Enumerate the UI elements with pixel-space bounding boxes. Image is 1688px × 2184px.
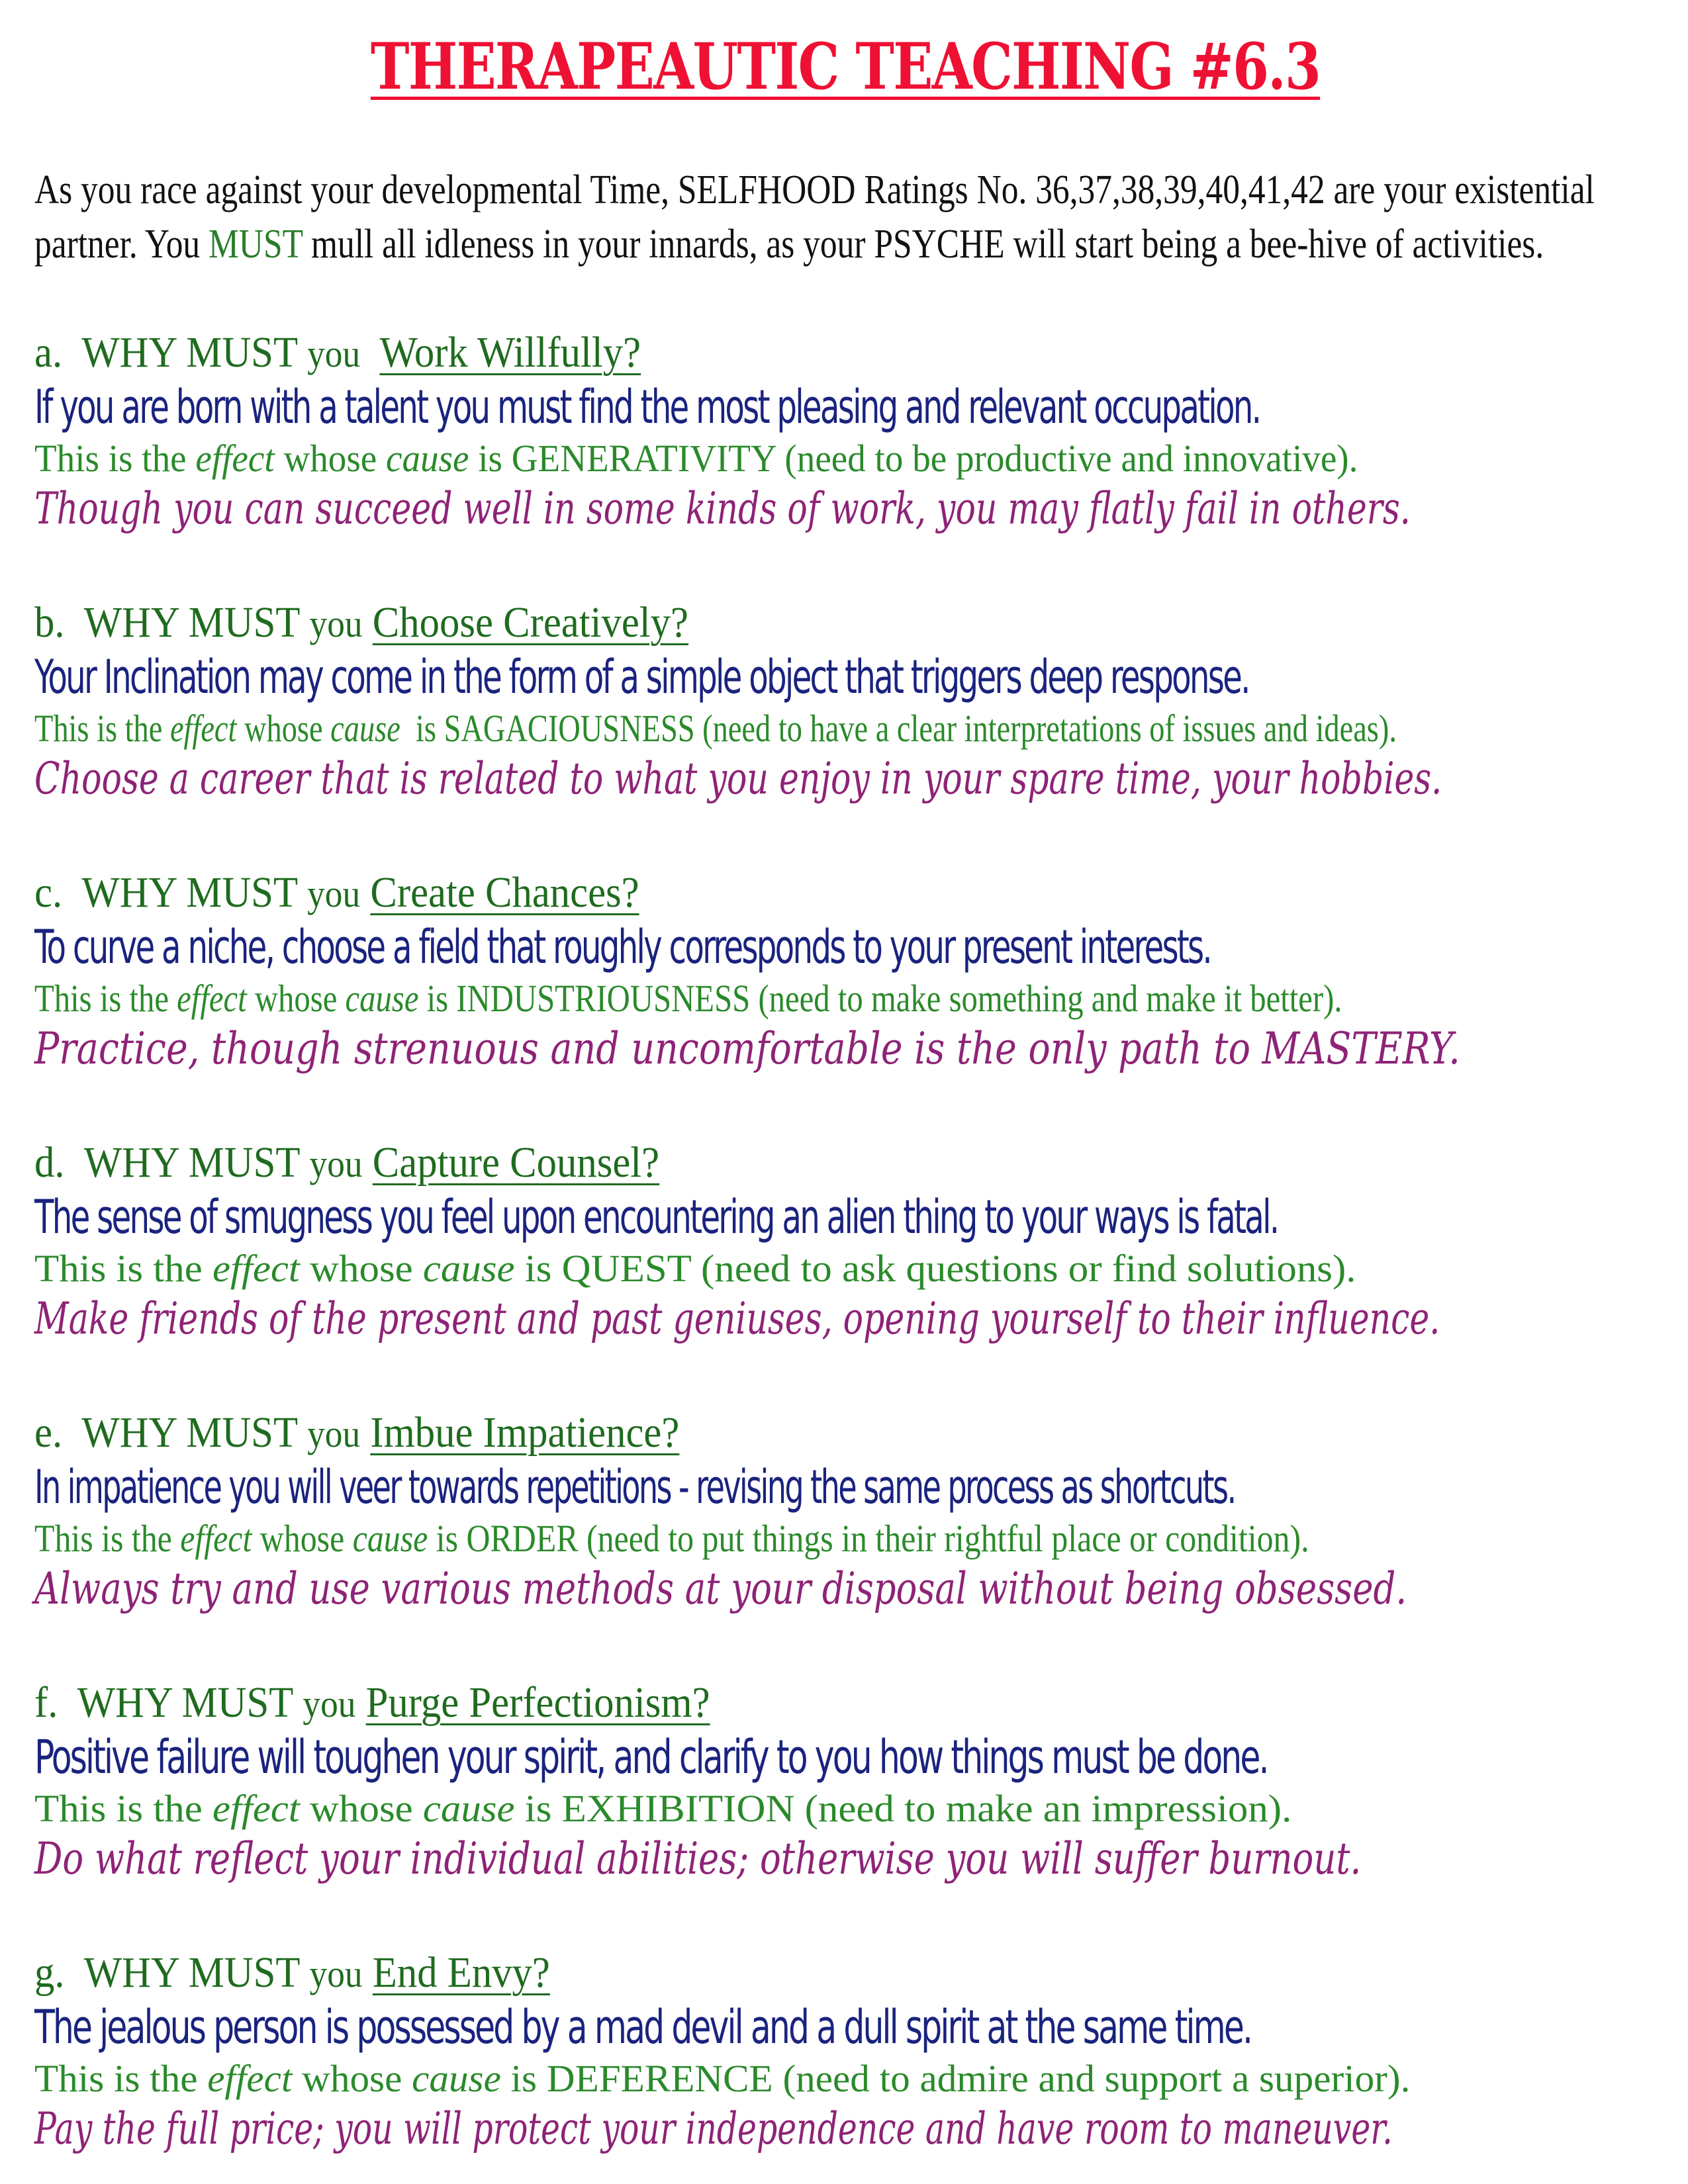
whose-word: whose bbox=[310, 1787, 413, 1830]
section-topic: Work Willfully? bbox=[379, 328, 641, 377]
effect-word: effect bbox=[195, 437, 275, 480]
section-e bbox=[34, 1408, 1656, 1616]
section-cause-line bbox=[34, 976, 1536, 1022]
page-title-text: THERAPEAUTIC TEACHING #6.3 bbox=[370, 29, 1321, 104]
you-label: you bbox=[309, 1142, 363, 1185]
you-label: you bbox=[309, 602, 363, 645]
section-letter: e. bbox=[34, 1408, 63, 1457]
effect-word: effect bbox=[177, 977, 247, 1020]
whose-word: whose bbox=[254, 977, 338, 1020]
effect-word: effect bbox=[180, 1517, 252, 1560]
section-topic: Choose Creatively? bbox=[372, 598, 688, 647]
section-advice: Pay the full price; you will protect your independence and have room to maneuver. bbox=[34, 2103, 1393, 2154]
section-advice: Make friends of the present and past geniuses, opening yourself to their influence. bbox=[34, 1293, 1440, 1344]
section-letter: g. bbox=[34, 1948, 65, 1997]
section-question bbox=[34, 868, 1688, 919]
section-question bbox=[34, 1138, 1688, 1189]
section-c bbox=[34, 868, 1656, 1076]
section-letter: d. bbox=[34, 1138, 65, 1187]
intro-text-part2: mull all idleness in your innards, as your PSYCHE will start being a bee-hive of activities. bbox=[303, 222, 1544, 267]
is-word: is bbox=[478, 437, 502, 480]
cause-word: cause bbox=[330, 707, 400, 750]
why-must-label: WHY MUST bbox=[83, 1948, 300, 1997]
section-advice: Though you can succeed well in some kinds of work, you may flatly fail in others. bbox=[34, 483, 1411, 534]
section-letter: f. bbox=[34, 1678, 58, 1727]
section-cause-line bbox=[34, 435, 1688, 482]
this-is-the-label: This is the bbox=[34, 1517, 172, 1560]
section-topic: Imbue Impatience? bbox=[370, 1408, 680, 1457]
section-advice: Practice, though strenuous and uncomfortable is the only path to MASTERY. bbox=[34, 1023, 1460, 1074]
this-is-the-label: This is the bbox=[34, 437, 187, 480]
why-must-label: WHY MUST bbox=[81, 1408, 297, 1457]
document-page bbox=[34, 24, 1656, 2154]
section-letter: a. bbox=[34, 328, 63, 377]
is-word: is bbox=[510, 2057, 538, 2100]
whose-word: whose bbox=[283, 437, 377, 480]
why-must-label: WHY MUST bbox=[81, 868, 297, 917]
section-topic: Create Chances? bbox=[370, 868, 639, 917]
section-f bbox=[34, 1678, 1656, 1886]
section-question bbox=[34, 1408, 1688, 1459]
is-word: is bbox=[524, 1247, 552, 1290]
section-question bbox=[34, 1948, 1688, 1999]
cause-name: SAGACIOUSNESS (need to have a clear interpretations of issues and ideas). bbox=[444, 707, 1397, 750]
you-label: you bbox=[307, 1412, 361, 1455]
page-title bbox=[181, 24, 1511, 110]
whose-word: whose bbox=[244, 707, 323, 750]
section-a bbox=[34, 328, 1656, 536]
section-g bbox=[34, 1948, 1656, 2156]
section-statement: In impatience you will veer towards repetitions - revising the same process as shortcuts. bbox=[34, 1460, 1235, 1514]
section-statement: Your Inclination may come in the form of a simple object that triggers deep response. bbox=[34, 650, 1249, 704]
why-must-label: WHY MUST bbox=[77, 1678, 293, 1727]
this-is-the-label: This is the bbox=[34, 2057, 198, 2100]
cause-name: DEFERENCE (need to admire and support a superior). bbox=[546, 2057, 1411, 2100]
effect-word: effect bbox=[212, 1787, 300, 1830]
section-question bbox=[34, 1678, 1688, 1729]
section-advice: Always try and use various methods at your disposal without being obsessed. bbox=[34, 1563, 1407, 1614]
is-word: is bbox=[426, 977, 449, 1020]
you-label: you bbox=[307, 872, 361, 915]
is-word: is bbox=[416, 707, 436, 750]
why-must-label: WHY MUST bbox=[83, 1138, 300, 1187]
section-b bbox=[34, 598, 1656, 806]
section-topic: Capture Counsel? bbox=[372, 1138, 660, 1187]
section-letter: c. bbox=[34, 868, 63, 917]
section-statement: Positive failure will toughen your spirit, and clarify to you how things must be done. bbox=[34, 1730, 1268, 1784]
section-cause-line bbox=[34, 1246, 1688, 1292]
cause-word: cause bbox=[345, 977, 419, 1020]
this-is-the-label: This is the bbox=[34, 977, 169, 1020]
cause-word: cause bbox=[412, 2057, 501, 2100]
this-is-the-label: This is the bbox=[34, 707, 163, 750]
cause-name: EXHIBITION (need to make an impression). bbox=[561, 1787, 1292, 1830]
is-word: is bbox=[436, 1517, 459, 1560]
section-cause-line bbox=[34, 2056, 1688, 2102]
section-question bbox=[34, 328, 1688, 379]
this-is-the-label: This is the bbox=[34, 1247, 203, 1290]
section-cause-line bbox=[34, 1786, 1688, 1832]
you-label: you bbox=[303, 1682, 356, 1725]
section-statement: The jealous person is possessed by a mad devil and a dull spirit at the same time. bbox=[34, 2000, 1252, 2054]
why-must-label: WHY MUST bbox=[81, 328, 297, 377]
cause-word: cause bbox=[386, 437, 469, 480]
intro-text-part1: As you race against your developmental Time, SELFHOOD Ratings No. 36,37,38,39,40,41,42 are your existential partner. You bbox=[34, 167, 1595, 267]
cause-name: INDUSTRIOUSNESS (need to make something and make it better). bbox=[456, 977, 1342, 1020]
intro-must-word: MUST bbox=[209, 222, 303, 267]
section-topic: Purge Perfectionism? bbox=[365, 1678, 710, 1727]
cause-word: cause bbox=[422, 1247, 515, 1290]
section-advice: Choose a career that is related to what you enjoy in your spare time, your hobbies. bbox=[34, 753, 1442, 804]
section-statement: The sense of smugness you feel upon encountering an alien thing to your ways is fatal. bbox=[34, 1190, 1278, 1244]
why-must-label: WHY MUST bbox=[83, 598, 300, 647]
section-d bbox=[34, 1138, 1656, 1346]
you-label: you bbox=[307, 332, 361, 375]
effect-word: effect bbox=[212, 1247, 300, 1290]
section-cause-line bbox=[34, 705, 1464, 752]
cause-word: cause bbox=[352, 1517, 428, 1560]
cause-name: GENERATIVITY (need to be productive and innovative). bbox=[511, 437, 1358, 480]
section-topic: End Envy? bbox=[372, 1948, 550, 1997]
section-advice: Do what reflect your individual abilities; otherwise you will suffer burnout. bbox=[34, 1833, 1362, 1884]
effect-word: effect bbox=[207, 2057, 293, 2100]
cause-name: ORDER (need to put things in their rightful place or condition). bbox=[466, 1517, 1309, 1560]
this-is-the-label: This is the bbox=[34, 1787, 203, 1830]
whose-word: whose bbox=[310, 1247, 413, 1290]
you-label: you bbox=[309, 1952, 363, 1995]
intro-paragraph bbox=[34, 163, 1656, 271]
section-statement: If you are born with a talent you must find the most pleasing and relevant occupation. bbox=[34, 380, 1260, 434]
section-cause-line bbox=[34, 1516, 1571, 1562]
section-question bbox=[34, 598, 1688, 649]
cause-name: QUEST (need to ask questions or find solutions). bbox=[561, 1247, 1356, 1290]
whose-word: whose bbox=[259, 1517, 345, 1560]
effect-word: effect bbox=[169, 707, 237, 750]
whose-word: whose bbox=[302, 2057, 402, 2100]
is-word: is bbox=[524, 1787, 552, 1830]
section-statement: To curve a niche, choose a field that roughly corresponds to your present interests. bbox=[34, 920, 1211, 974]
section-letter: b. bbox=[34, 598, 65, 647]
cause-word: cause bbox=[422, 1787, 515, 1830]
